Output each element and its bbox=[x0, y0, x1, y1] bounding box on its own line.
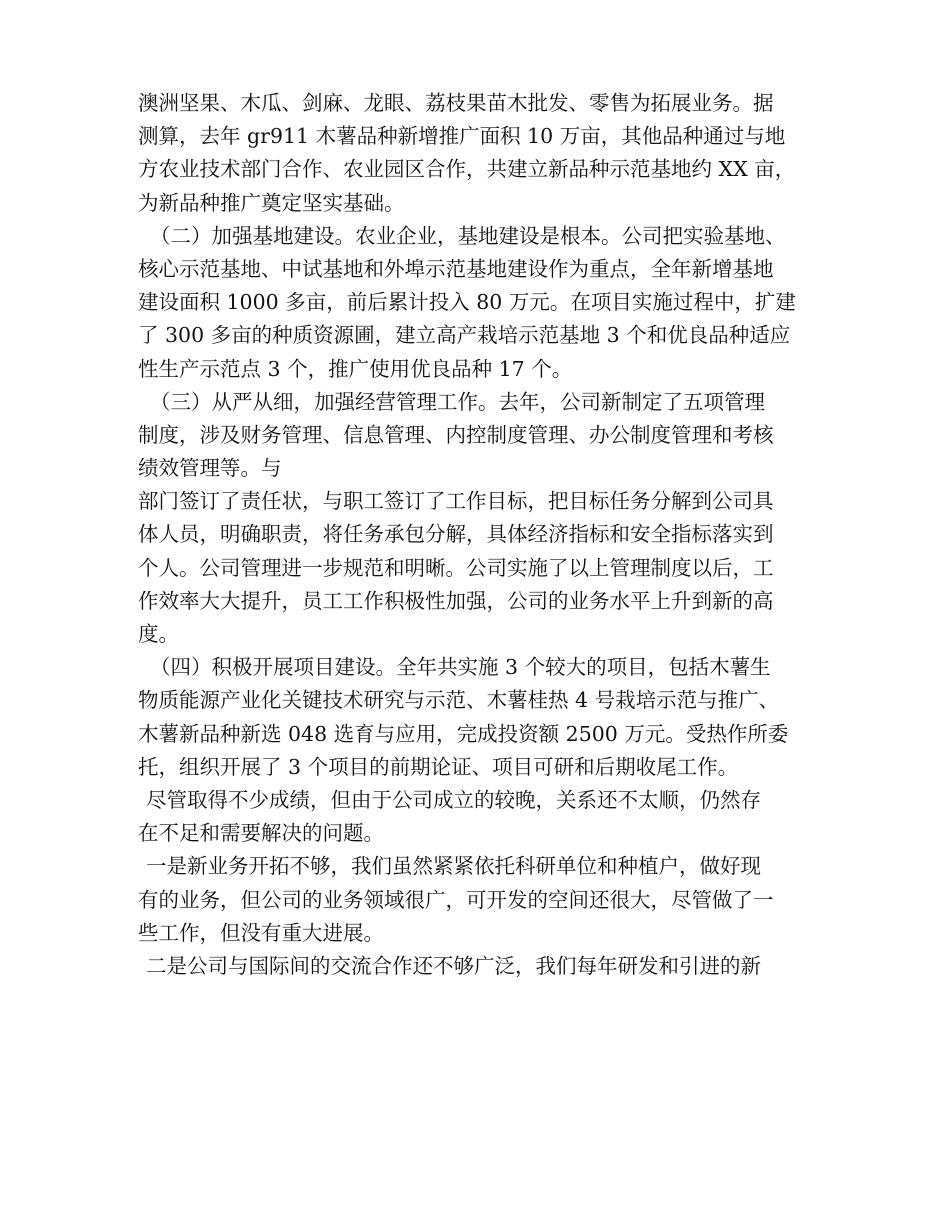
text-line-6: 核心示范基地、中试基地和外埠示范基地建设作为重点，全年新增基地 bbox=[138, 256, 774, 281]
text-line-15: 个人。公司管理进一步规范和明晰。公司实施了以上管理制度以后，工 bbox=[138, 555, 774, 580]
text-line-25: 有的业务，但公司的业务领域很广，可开发的空间还很大，尽管做了一 bbox=[138, 887, 774, 912]
section-3-heading-line: （三）从严从细，加强经营管理工作。去年，公司新制定了五项管理 bbox=[150, 389, 765, 414]
text-line-2: 测算，去年 gr911 木薯品种新增推广面积 10 万亩，其他品种通过与地 bbox=[138, 124, 786, 149]
text-line-12: 绩效管理等。与 bbox=[138, 456, 282, 481]
text-line-26: 些工作，但没有重大进展。 bbox=[138, 920, 384, 945]
text-line-17: 度。 bbox=[138, 622, 179, 646]
text-line-22: 尽管取得不少成绩，但由于公司成立的较晚，关系还不太顺，仍然存 bbox=[146, 787, 761, 812]
text-line-16: 作效率大大提升，员工工作积极性加强，公司的业务水平上升到新的高 bbox=[138, 588, 774, 613]
document-body bbox=[138, 87, 818, 983]
text-line-23: 在不足和需要解决的问题。 bbox=[138, 821, 384, 846]
text-line-1: 澳洲坚果、木瓜、剑麻、龙眼、荔枝果苗木批发、零售为拓展业务。据 bbox=[138, 91, 774, 115]
text-line-13: 部门签订了责任状，与职工签订了工作目标，把目标任务分解到公司具 bbox=[138, 489, 774, 514]
text-line-14: 体人员，明确职责，将任务承包分解，具体经济指标和安全指标落实到 bbox=[138, 522, 774, 547]
section-4-heading-line: （四）积极开展项目建设。全年共实施 3 个较大的项目，包括木薯生 bbox=[150, 655, 771, 680]
text-line-19: 物质能源产业化关键技术研究与示范、木薯桂热 4 号栽培示范与推广、 bbox=[138, 688, 780, 713]
text-line-4: 为新品种推广奠定坚实基础。 bbox=[138, 190, 405, 215]
section-2-heading-line: （二）加强基地建设。农业企业，基地建设是根本。公司把实验基地、 bbox=[150, 223, 786, 248]
text-line-11: 制度，涉及财务管理、信息管理、内控制度管理、办公制度管理和考核 bbox=[138, 422, 774, 447]
text-line-21: 托，组织开展了 3 个项目的前期论证、项目可研和后期收尾工作。 bbox=[138, 754, 739, 779]
text-line-9: 性生产示范点 3 个，推广使用优良品种 17 个。 bbox=[138, 356, 573, 381]
text-line-8: 了 300 多亩的种质资源圃，建立高产栽培示范基地 3 个和优良品种适应 bbox=[138, 323, 791, 348]
text-line-3: 方农业技术部门合作、农业园区合作，共建立新品种示范基地约 XX 亩， bbox=[138, 157, 796, 182]
text-line-7: 建设面积 1000 多亩，前后累计投入 80 万元。在项目实施过程中，扩建 bbox=[138, 290, 796, 315]
text-line-27: 二是公司与国际间的交流合作还不够广泛，我们每年研发和引进的新 bbox=[146, 953, 761, 978]
text-line-20: 木薯新品种新选 048 选育与应用，完成投资额 2500 万元。受热作所委 bbox=[138, 721, 789, 746]
text-line-24: 一是新业务开拓不够，我们虽然紧紧依托科研单位和种植户，做好现 bbox=[146, 854, 761, 879]
